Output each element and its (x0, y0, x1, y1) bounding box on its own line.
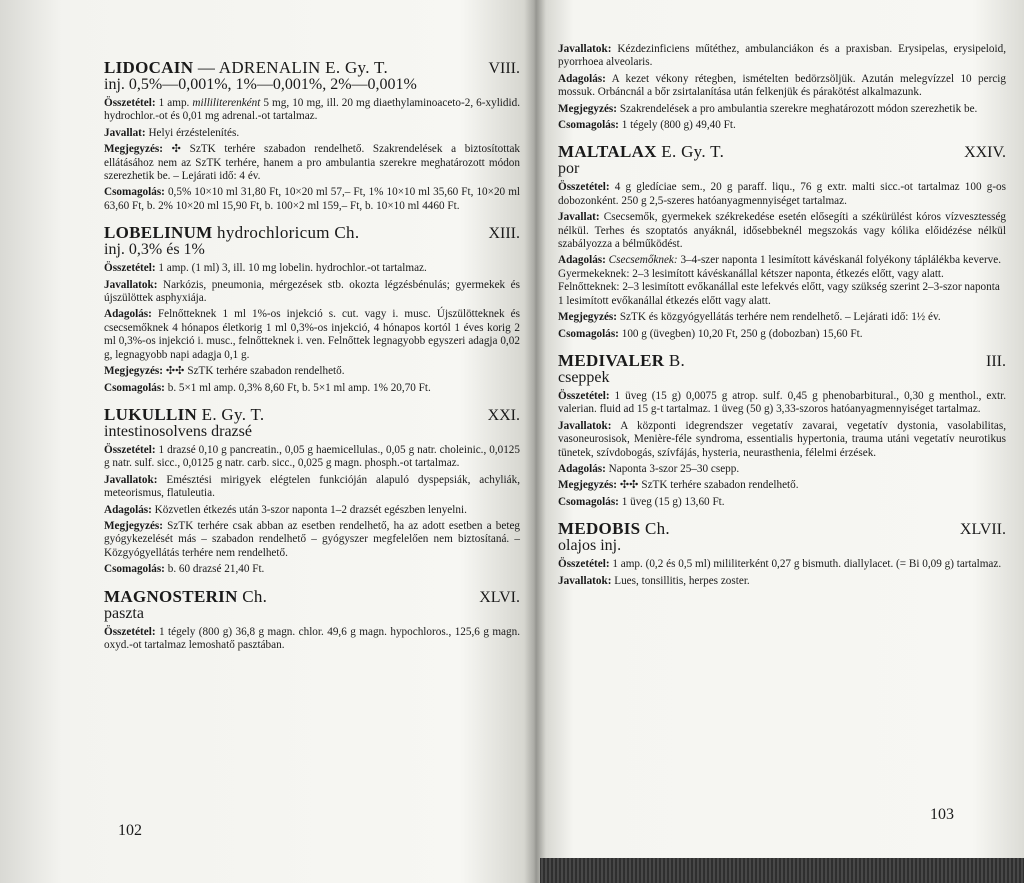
entry-title-row (558, 519, 1006, 539)
entry-paragraph: Összetétel: 1 amp. milliliterenként 5 mg, 10 mg, ill. 20 mg diaethylaminoaceto-2, 6-xylidid. hydrochlor.-ot és 0,01 mg adrenal.-ot tartalmaz. (104, 97, 520, 123)
entry-roman-numeral: XLVII. (959, 521, 1006, 539)
entry-paragraph: Javallatok: Kézdezinficiens műtéthez, ambulanciákon és a praxisban. Erysipelas, erysipeloid, pyorrhoea alveolaris. (558, 43, 1006, 69)
entry-form: por (558, 160, 580, 178)
left-column (104, 58, 520, 662)
entry-paragraph: Csomagolás: 1 üveg (15 g) 13,60 Ft. (558, 495, 725, 508)
page-number: 103 (930, 806, 954, 823)
entry-roman-numeral: III. (986, 352, 1006, 370)
entry-lukullin (104, 405, 520, 577)
entry-continued (558, 43, 1006, 132)
entry-paragraph: Adagolás: A kezet vékony rétegben, ismételten bedörzsöljük. Azután melegvízzel 10 percig mossuk. Orbáncnál a bőr zsirtalanítása után felkenjük és párakötést alkalmazunk. (558, 72, 1006, 99)
entry-form: cseppek (558, 368, 610, 386)
entry-paragraph: Javallatok: Lues, tonsillitis, herpes zoster. (558, 574, 750, 587)
entry-paragraph: Javallat: Helyi érzéstelenítés. (104, 126, 240, 139)
entry-magnosterin (104, 587, 520, 653)
entry-paragraph: Összetétel: 4 g gledíciae sem., 20 g paraff. liqu., 76 g extr. malti sicc.-ot tartalmaz 100 g-os dobozonként. 250 g 2,5-szeres hatóanyagmennyiséget tartalmaz. (558, 181, 1006, 207)
entry-title-row (104, 223, 520, 243)
dosage-line: Gyermekeknek: 2–3 lesimított kávéskanállal kétszer naponta, étkezés előtt, vagy alatt. (558, 267, 944, 280)
entry-roman-numeral: XLVI. (479, 588, 520, 606)
entry-lobelinum (104, 223, 520, 395)
page-number: 102 (118, 822, 142, 839)
entry-paragraph: Megjegyzés: ✣✣ SzTK terhére szabadon rendelhető. (558, 479, 799, 492)
entry-lidocain (104, 58, 520, 213)
entry-maltalax (558, 142, 1006, 340)
entry-name: MAGNOSTERIN Ch. (104, 586, 268, 606)
entry-paragraph: Csomagolás: b. 5×1 ml amp. 0,3% 8,60 Ft, b. 5×1 ml amp. 1% 20,70 Ft. (104, 381, 431, 394)
entry-roman-numeral: VIII. (488, 60, 520, 77)
entry-title-row (558, 142, 1006, 162)
entry-paragraph: Javallatok: Emésztési mirigyek elégtelen funkcióján alapuló dyspepsiák, achyliák, meteorismus, flatuleutia. (104, 473, 520, 500)
entry-name: MALTALAX E. Gy. T. (558, 142, 725, 162)
entry-title-row (104, 587, 520, 607)
entry-paragraph: Összetétel: 1 amp. (0,2 és 0,5 ml) mililiterként 0,27 g bismuth. diallylacet. (= Bi 0,09 g) tartalmaz. (558, 558, 1002, 571)
entry-paragraph: Adagolás: Közvetlen étkezés után 3-szor naponta 1–2 drazsét egészben lenyelni. (104, 503, 467, 516)
dosage-line: Felnőtteknek: 2–3 lesimított evőkanállal este lefekvés előtt, vagy szükség szerint 2–3-szor naponta 1 lesimított evőkanállal étkezés előtt vagy alatt. (558, 281, 1000, 307)
entry-roman-numeral: XIII. (488, 225, 520, 243)
entry-form: paszta (104, 604, 144, 622)
entry-paragraph: Összetétel: 1 drazsé 0,10 g pancreatin., 0,05 g haemicellulas., 0,05 g natr. choleinic., 0,0125 g natr. sulf. sicc., 0,0125 g natr. carb. sicc., 0,025 g magn. phosph.-ot tartalmaz. (104, 443, 520, 470)
entry-paragraph: Megjegyzés: SzTK terhére csak abban az esetben rendelhető, ha az adott esetben a beteg gyógykezelését más – szabadon rendelhető – gyógyszer megfelelően nem biztosítaná. – Közgyógyellátás terhére nem rendelhető. (104, 519, 520, 559)
entry-paragraph: Megjegyzés: ✣ SzTK terhére szabadon rendelhető. Szakrendelések a biztosítottak ellátásához nem az SzTK terhére, hanem a pro ambulantia szerekre meghatározott módon szerezhetik be. – Lejárati idő: 4 év. (104, 143, 520, 183)
entry-paragraph: Javallatok: A központi idegrendszer vegetatív zavarai, vegetatív dystonia, vasolabilitas, vasoneurosisok, Menière-féle syndroma, essentialis hypertonia, trauma utáni vegetatív neurotikus tünetek, szívdobogás, szívfájás, hysteria, neurasthenia, félelmi érzések. (558, 419, 1006, 459)
page-edge-shadow (540, 858, 1024, 883)
entry-title-row (104, 405, 520, 425)
entry-paragraph: Összetétel: 1 amp. (1 ml) 3, ill. 10 mg lobelin. hydrochlor.-ot tartalmaz. (104, 262, 427, 275)
entry-form: olajos inj. (558, 537, 622, 555)
entry-roman-numeral: XXI. (487, 406, 520, 424)
entry-paragraph: Csomagolás: 100 g (üvegben) 10,20 Ft, 250 g (dobozban) 15,60 Ft. (558, 327, 863, 340)
entry-paragraph: Adagolás: Felnőtteknek 1 ml 1%-os injekció s. cut. vagy i. musc. Újszülötteknek és csecsemőknek 4 hónapos életkorig 1 ml 0,3%-os injekció, 4 hónapos kortól 1 éves korig 2 ml 0,3%-os injekció i. musc., felnőtteknek i. ven. Felnőttek legnagyobb egyszeri adagja 0,02 g, legnagyobb napi adagja 0,1 g. (104, 308, 520, 361)
entry-medobis (558, 519, 1006, 588)
entry-medivaler (558, 351, 1006, 509)
entry-paragraph: Megjegyzés: Szakrendelések a pro ambulantia szerekre meghatározott módon szerezhetik be. (558, 102, 978, 115)
entry-name: LIDOCAIN — ADRENALIN E. Gy. T. (104, 58, 388, 77)
entry-paragraph: Csomagolás: 1 tégely (800 g) 49,40 Ft. (558, 119, 736, 132)
entry-form: intestinosolvens drazsé (104, 422, 252, 440)
entry-name: MEDIVALER B. (558, 350, 686, 370)
entry-paragraph: Megjegyzés: SzTK és közgyógyellátás terhére nem rendelhető. – Lejárati idő: 1½ év. (558, 311, 941, 324)
entry-roman-numeral: XXIV. (964, 144, 1006, 162)
entry-name: MEDOBIS Ch. (558, 519, 670, 539)
entry-paragraph: Javallatok: Narkózis, pneumonia, mérgezések stb. okozta légzésbénulás; gyermekek és újszülöttek asphyxiája. (104, 278, 520, 305)
entry-paragraph: Összetétel: 1 üveg (15 g) 0,0075 g atrop. sulf. 0,45 g phenobarbitural., 0,30 g menthol., extr. valerian. fluid ad 15 g-t tartalmaz. 1 üveg (50 g) 3,33-szoros hatóanyagmennyiséget tartalmaz. (558, 389, 1006, 416)
entry-title-row (558, 351, 1006, 371)
entry-paragraph: Csomagolás: b. 60 drazsé 21,40 Ft. (104, 563, 265, 576)
entry-paragraph: Adagolás: Csecsemőknek: 3–4-szer naponta 1 lesimított kávéskanál folyékony táplálékba keverve. (558, 254, 1002, 267)
entry-form: inj. 0,3% és 1% (104, 241, 205, 259)
entry-paragraph: Javallat: Csecsemők, gyermekek székrekedése esetén elősegíti a székürülést kóros vízvesztesség nélkül. Terhes és szoptatós anyáknál, idősebbeknél megszokás vagy kólika előidézése nélkül szabályozza a bélműködést. (558, 211, 1006, 251)
entry-form: inj. 0,5%—0,001%, 1%—0,001%, 2%—0,001% (104, 76, 417, 93)
entry-name: LOBELINUM hydrochloricum Ch. (104, 223, 360, 243)
right-column (558, 40, 1006, 598)
entry-paragraph: Adagolás: Naponta 3-szor 25–30 csepp. (558, 462, 740, 475)
entry-title-row (104, 58, 520, 78)
entry-name: LUKULLIN E. Gy. T. (104, 404, 265, 424)
entry-paragraph: Összetétel: 1 tégely (800 g) 36,8 g magn. chlor. 49,6 g magn. hypochloros., 125,6 g magn. oxyd.-ot tartalmaz lemoshatő pasztában. (104, 625, 520, 651)
entry-paragraph: Megjegyzés: ✣✣ SzTK terhére szabadon rendelhető. (104, 365, 345, 378)
right-page (538, 0, 1024, 883)
entry-paragraph: Csomagolás: 0,5% 10×10 ml 31,80 Ft, 10×20 ml 57,– Ft, 1% 10×10 ml 35,60 Ft, 10×20 ml 63,60 Ft, b. 2% 10×20 ml 15,90 Ft, b. 100×2 ml 159,– Ft, b. 10×10 ml 4460 Ft. (104, 186, 520, 212)
